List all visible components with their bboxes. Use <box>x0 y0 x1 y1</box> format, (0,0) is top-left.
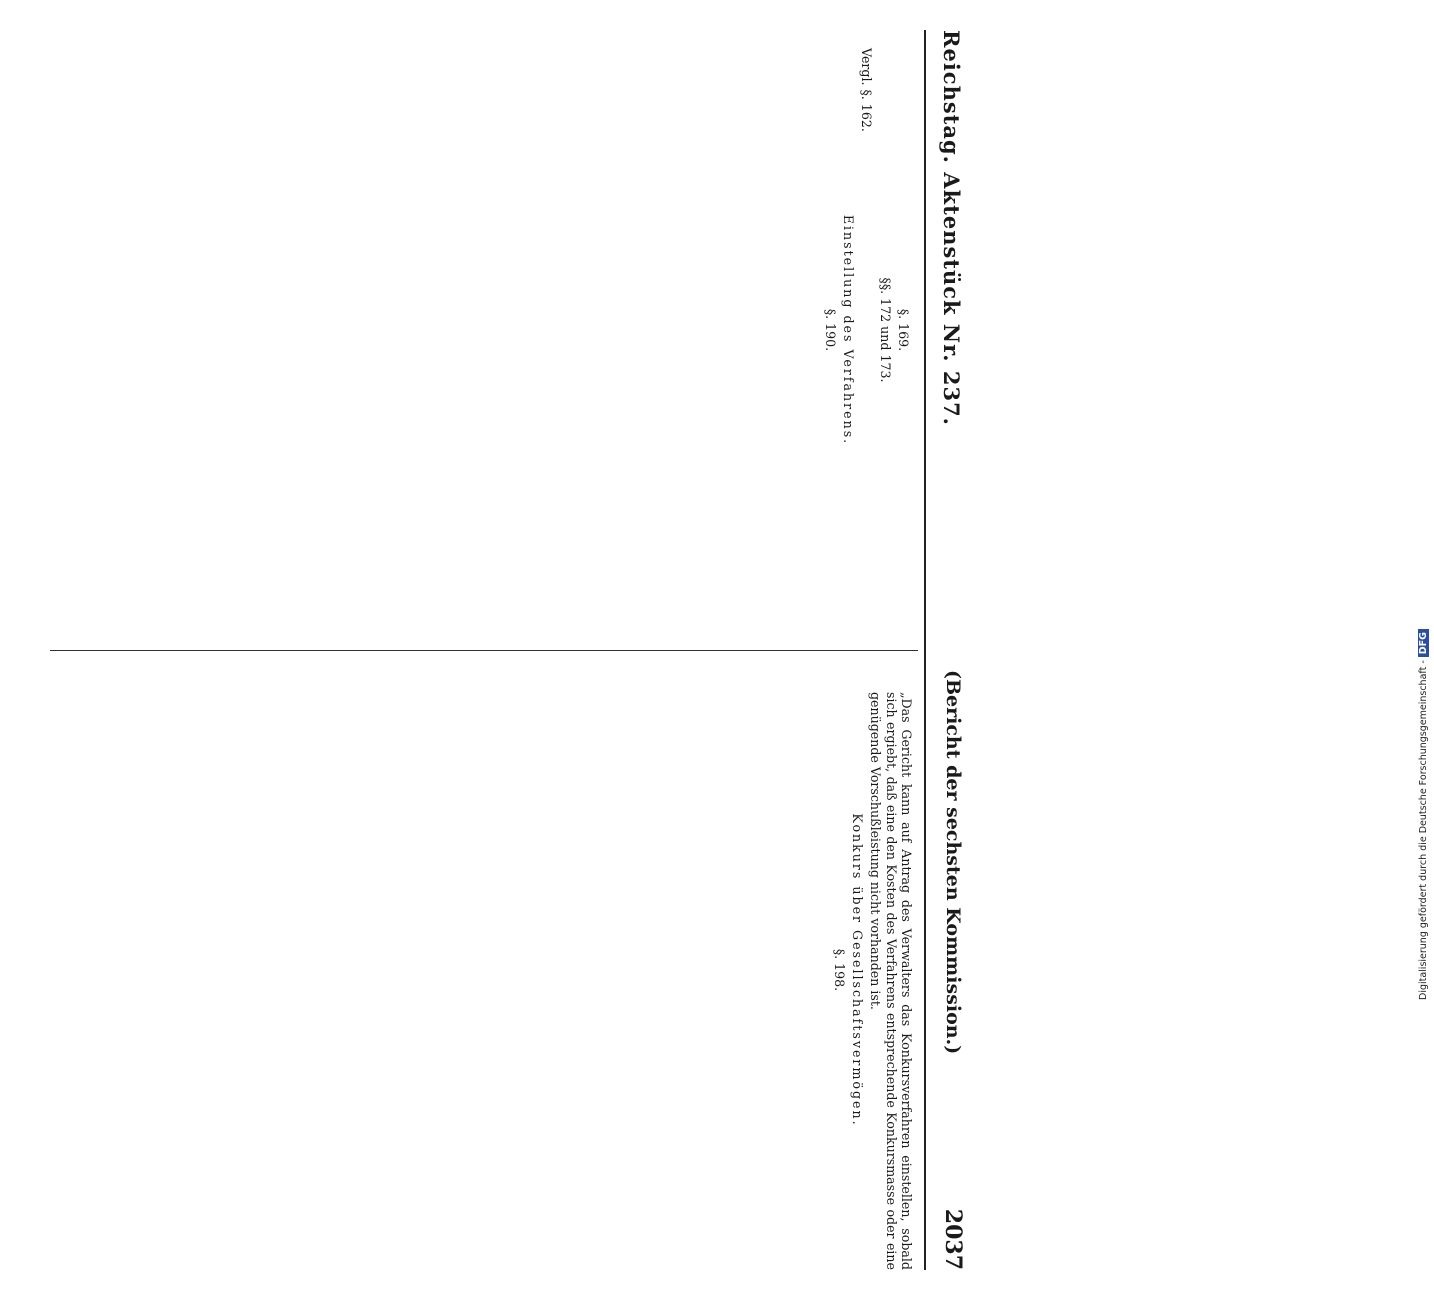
page-number: 2037 <box>940 1208 966 1270</box>
rotated-page-block <box>40 0 980 1300</box>
left-column-heading: Einstellung des Verfahrens. <box>841 214 857 446</box>
digitization-credit: Digitalisierung gefördert durch die Deutsche Forschungsgemeinschaft - <box>1418 657 1429 1000</box>
right-column-heading: §. 198. <box>831 948 847 992</box>
right-column-heading: Konkurs über Gesellschaftsvermögen. <box>850 813 866 1127</box>
header-title: (Bericht der sechsten Kommission.) <box>942 670 964 1055</box>
dfg-logo: DFG <box>1418 629 1429 657</box>
left-column-paragraph: Vergl. §. 162. <box>859 48 875 132</box>
running-header <box>926 30 970 1270</box>
right-column-quoted-provision: „Das Gericht kann auf Antrag des Verwalters das Konkursverfahren einstellen, sobald sich ergiebt, daß eine den Kosten des Verfahrens entsprechende Konkursmasse oder eine genügende Vorschußleistung nicht vorhanden ist. <box>868 692 914 1270</box>
left-column-heading: §. 190. <box>822 308 838 352</box>
digitization-note <box>1418 0 1432 1000</box>
header-left: Reichstag. Aktenstück Nr. 237. <box>939 30 964 426</box>
right-column <box>54 670 914 1270</box>
left-column <box>54 30 914 630</box>
header-rule <box>924 30 926 1270</box>
left-column-heading: §. 169. <box>896 308 911 352</box>
left-column-heading: §§. 172 und 173. <box>877 277 893 383</box>
page-content <box>40 0 980 1300</box>
column-divider <box>50 650 918 651</box>
